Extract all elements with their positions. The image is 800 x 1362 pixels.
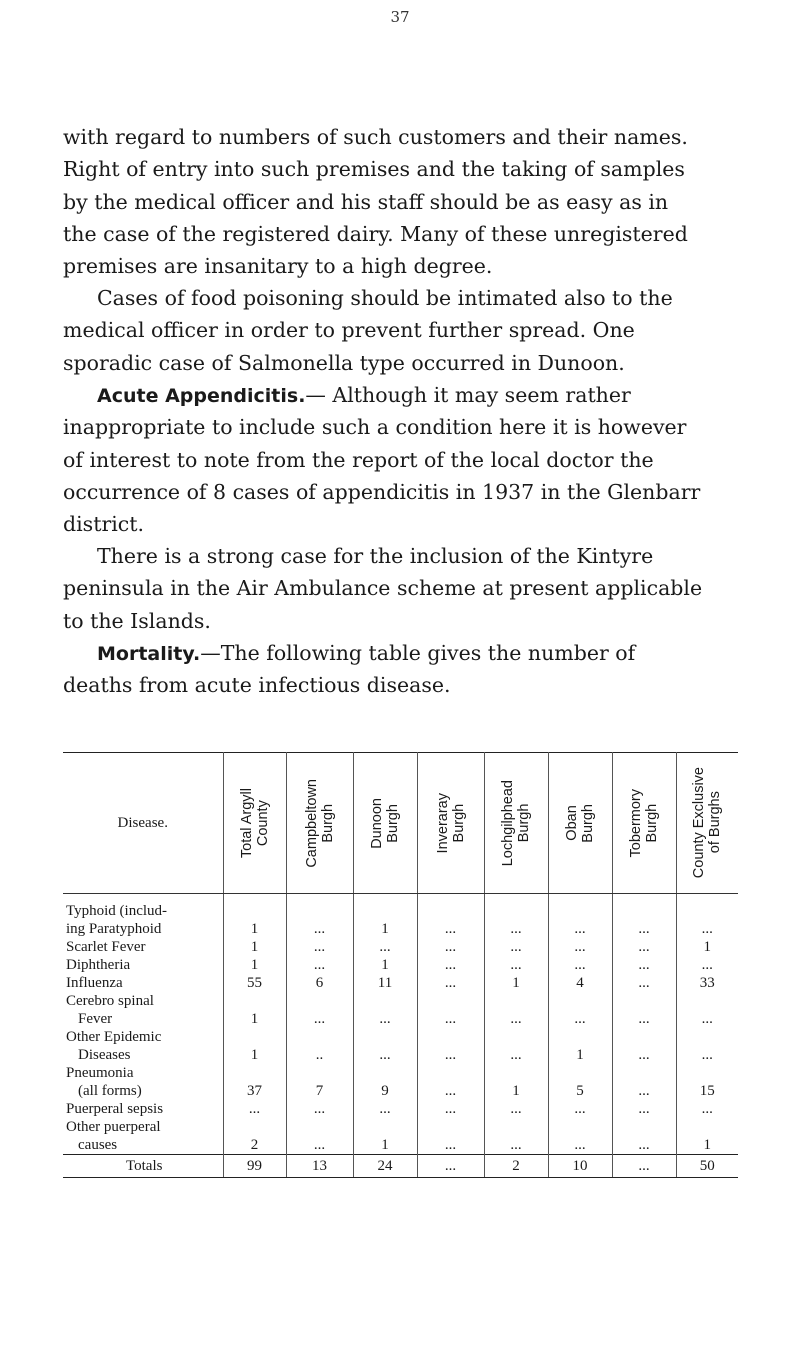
table-cell: 55 (223, 974, 286, 992)
text-line (63, 379, 739, 411)
totals-cell: ... (417, 1155, 484, 1178)
table-cell: ... (612, 992, 676, 1028)
disease-name-line: Fever (78, 1011, 113, 1027)
column-header-label: Campbeltown Burgh (303, 778, 336, 868)
table-cell: 1 (223, 1028, 286, 1064)
table-cell: ... (417, 1118, 484, 1155)
text-line: occurrence of 8 cases of appendicitis in 1937 in the Glenbarr (63, 479, 701, 504)
text-line: deaths from acute infectious disease. (63, 673, 451, 698)
column-header (612, 753, 676, 894)
table-cell: 1 (676, 938, 738, 956)
disease-name (63, 956, 223, 974)
table-cell: .. (286, 1028, 353, 1064)
table-cell: ... (676, 1028, 738, 1064)
table-cell: ... (484, 1100, 548, 1118)
table-cell: 15 (676, 1064, 738, 1100)
table-cell: ... (353, 1028, 417, 1064)
column-header (484, 753, 548, 894)
mortality-intro: —The following table gives the number of (200, 641, 636, 665)
disease-name-line: Cerebro spinal (66, 993, 154, 1009)
table-cell: 1 (353, 894, 417, 939)
text-line: to the Islands. (63, 608, 211, 633)
disease-name-line: causes (78, 1137, 118, 1153)
disease-name-line: ing Paratyphoid (66, 921, 162, 937)
disease-name-line: Typhoid (includ- (66, 903, 168, 919)
totals-cell: 50 (676, 1155, 738, 1178)
table-cell: ... (286, 992, 353, 1028)
appendicitis-intro: — Although it may seem rather (305, 383, 631, 407)
text-line: with regard to numbers of such customers and their names. (63, 125, 688, 149)
table-row (63, 974, 738, 992)
table-cell: ... (676, 894, 738, 939)
table-cell: ... (417, 1064, 484, 1100)
disease-name (63, 894, 223, 939)
table-cell: 2 (223, 1118, 286, 1155)
disease-name (63, 1064, 223, 1100)
table-cell: ... (353, 938, 417, 956)
table-header-row (63, 753, 738, 894)
table-cell: ... (612, 894, 676, 939)
totals-label: Totals (63, 1155, 223, 1178)
disease-name (63, 1118, 223, 1155)
disease-name (63, 992, 223, 1028)
column-header-label: Lochgilphead Burgh (500, 779, 532, 867)
table-cell: ... (548, 992, 612, 1028)
disease-name-line: Other puerperal (66, 1119, 161, 1135)
table-cell: ... (548, 938, 612, 956)
table-cell: ... (417, 938, 484, 956)
table-cell: ... (417, 956, 484, 974)
column-header-label: Dunoon Burgh (369, 797, 401, 849)
column-header (417, 753, 484, 894)
totals-cell: 99 (223, 1155, 286, 1178)
disease-name-line: Influenza (66, 975, 123, 991)
table-cell: 6 (286, 974, 353, 992)
table-row (63, 992, 738, 1028)
table-cell: ... (548, 956, 612, 974)
table-row (63, 1064, 738, 1100)
table-cell: ... (417, 1028, 484, 1064)
table-cell: ... (612, 974, 676, 992)
column-header-label: Tobermory Burgh (628, 788, 660, 858)
table-cell: ... (286, 1118, 353, 1155)
disease-name-line: (all forms) (78, 1083, 142, 1099)
table-cell: 1 (548, 1028, 612, 1064)
column-header (676, 753, 738, 894)
table-cell: ... (353, 992, 417, 1028)
table-cell: ... (286, 894, 353, 939)
table-cell: ... (484, 956, 548, 974)
disease-name (63, 974, 223, 992)
totals-cell: 10 (548, 1155, 612, 1178)
table-row (63, 1028, 738, 1064)
table-cell: ... (612, 1064, 676, 1100)
column-header-label: Total Argyll County (238, 787, 271, 859)
table-cell: ... (676, 1100, 738, 1118)
table-cell: 9 (353, 1064, 417, 1100)
table-cell: 4 (548, 974, 612, 992)
mortality-heading: Mortality. (97, 643, 201, 665)
table-cell: ... (417, 1100, 484, 1118)
table-cell: ... (612, 1100, 676, 1118)
paragraph-customers (63, 121, 739, 282)
disease-name (63, 1100, 223, 1118)
text-line: the case of the registered dairy. Many of these unregistered (63, 221, 688, 246)
disease-name-line: Scarlet Fever (66, 939, 146, 955)
table-cell: ... (612, 1028, 676, 1064)
text-line: premises are insanitary to a high degree. (63, 254, 493, 279)
text-line: sporadic case of Salmonella type occurred in Dunoon. (63, 350, 625, 375)
table-row (63, 1118, 738, 1155)
disease-name-line: Diseases (78, 1047, 131, 1063)
text-line: district. (63, 512, 145, 537)
table-row (63, 938, 738, 956)
table-row (63, 956, 738, 974)
text-line: of interest to note from the report of the local doctor the (63, 447, 654, 472)
table-cell: 7 (286, 1064, 353, 1100)
column-header-label: County Exclusive of Burghs (691, 767, 724, 879)
paragraph-food-poisoning (63, 282, 739, 379)
text-line: medical officer in order to prevent further spread. One (63, 318, 635, 343)
text-line: Cases of food poisoning should be intimated also to the (97, 286, 673, 310)
table-cell: 1 (223, 894, 286, 939)
table-cell: ... (417, 894, 484, 939)
table-cell: ... (484, 1118, 548, 1155)
disease-name-line: Pneumonia (66, 1065, 134, 1081)
table-cell: ... (484, 938, 548, 956)
appendicitis-heading: Acute Appendicitis. (97, 385, 306, 407)
text-line: There is a strong case for the inclusion of the Kintyre (97, 544, 654, 568)
page-number: 37 (390, 8, 410, 26)
table-cell: ... (548, 1118, 612, 1155)
table-cell: ... (548, 1100, 612, 1118)
totals-cell: 24 (353, 1155, 417, 1178)
disease-name-line: Diphtheria (66, 957, 131, 973)
mortality-table (63, 752, 738, 1178)
totals-cell: ... (612, 1155, 676, 1178)
text-line: inappropriate to include such a condition here it is however (63, 415, 687, 440)
table-cell: 5 (548, 1064, 612, 1100)
disease-column-header: Disease. (63, 753, 223, 894)
table-cell: ... (484, 894, 548, 939)
table-cell: 1 (484, 1064, 548, 1100)
totals-cell: 2 (484, 1155, 548, 1178)
text-line: peninsula in the Air Ambulance scheme at present applicable (63, 576, 703, 601)
table-cell: ... (484, 992, 548, 1028)
text-line: Right of entry into such premises and the taking of samples (63, 157, 685, 182)
table-cell: ... (612, 938, 676, 956)
column-header (223, 753, 286, 894)
column-header-label: Oban Burgh (564, 803, 596, 843)
table-cell: 37 (223, 1064, 286, 1100)
table-cell: 1 (223, 992, 286, 1028)
table-cell: ... (612, 1118, 676, 1155)
table-cell: 11 (353, 974, 417, 992)
table-cell: 1 (353, 956, 417, 974)
totals-row (63, 1155, 738, 1178)
paragraph-kintyre (63, 540, 739, 637)
column-header (353, 753, 417, 894)
table-cell: ... (612, 956, 676, 974)
table-cell: ... (353, 1100, 417, 1118)
paragraph-appendicitis (63, 379, 739, 540)
column-header (548, 753, 612, 894)
table-cell: 1 (223, 938, 286, 956)
totals-cell: 13 (286, 1155, 353, 1178)
table-cell: 33 (676, 974, 738, 992)
table-cell: ... (286, 1100, 353, 1118)
table-cell: 1 (223, 956, 286, 974)
text-line (63, 637, 739, 669)
table-cell: ... (286, 956, 353, 974)
column-header-label: Inveraray Burgh (434, 792, 467, 854)
disease-name-line: Other Epidemic (66, 1029, 162, 1045)
table-cell: ... (484, 1028, 548, 1064)
table-row (63, 894, 738, 939)
table-cell: ... (417, 992, 484, 1028)
table-cell: ... (223, 1100, 286, 1118)
disease-name-line: Puerperal sepsis (66, 1101, 164, 1117)
table-cell: ... (286, 938, 353, 956)
table-cell: ... (676, 992, 738, 1028)
table-cell: ... (676, 956, 738, 974)
column-header (286, 753, 353, 894)
text-line: by the medical officer and his staff should be as easy as in (63, 189, 669, 214)
table-row (63, 1100, 738, 1118)
disease-name (63, 1028, 223, 1064)
table-cell: 1 (676, 1118, 738, 1155)
table-cell: ... (548, 894, 612, 939)
table-cell: 1 (484, 974, 548, 992)
paragraph-mortality (63, 637, 739, 702)
table-cell: ... (417, 974, 484, 992)
disease-name (63, 938, 223, 956)
table-cell: 1 (353, 1118, 417, 1155)
